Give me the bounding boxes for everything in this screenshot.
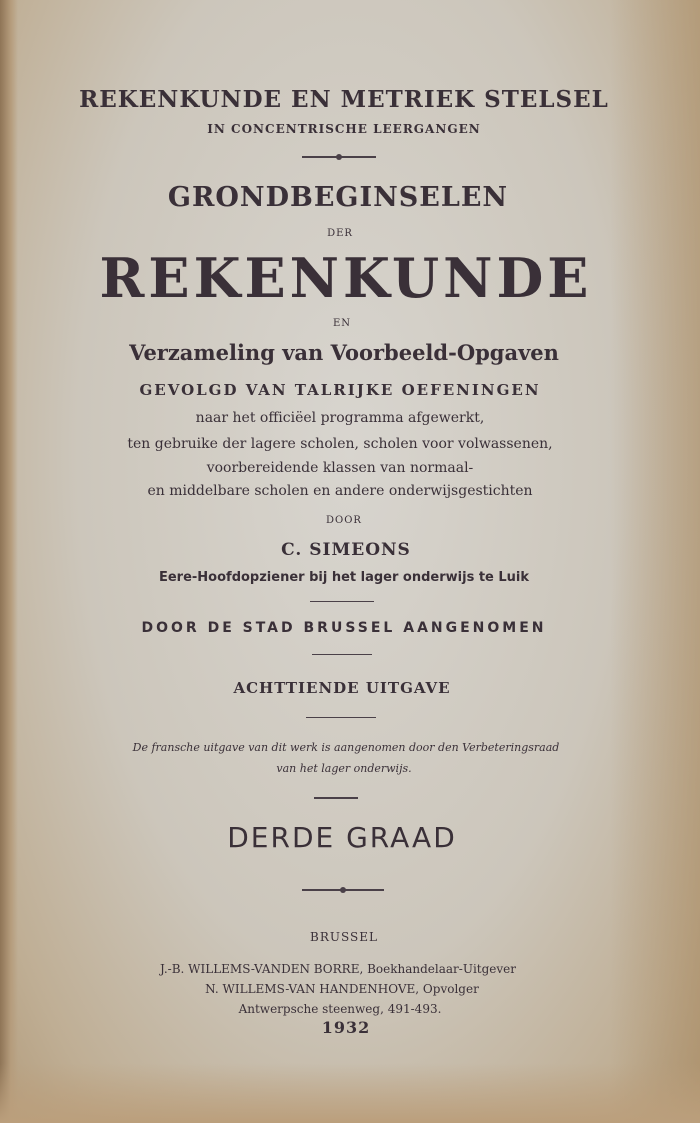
title-line2: Verzameling van Voorbeeld-Opgaven: [129, 340, 559, 365]
title-line3: GEVOLGD VAN TALRIJKE OEFENINGEN: [139, 381, 541, 399]
edition-note-line-1: De fransche uitgave van dit werk is aangenomen door den Verbeteringsraad: [132, 741, 560, 754]
author-door: DOOR: [326, 515, 362, 526]
author-name: C. SIMEONS: [281, 540, 411, 560]
title-der: DER: [327, 228, 353, 239]
approval-text: DOOR DE STAD BRUSSEL AANGENOMEN: [141, 620, 547, 636]
title-en: EN: [332, 318, 352, 329]
main-title: REKENKUNDE: [99, 246, 593, 310]
divider-rule-1: [310, 601, 374, 602]
publisher-line-2: N. WILLEMS-VAN HANDENHOVE, Opvolger: [205, 982, 479, 996]
description-line-2: ten gebruike der lagere scholen, scholen voor volwassenen,: [127, 436, 553, 452]
grade-title: DERDE GRAAD: [227, 821, 457, 854]
publisher-line-1: J.-B. WILLEMS-VANDEN BORRE, Boekhandelaar-Uitgever: [159, 962, 517, 976]
title-line1: GRONDBEGINSELEN: [167, 182, 509, 213]
series-subtitle: IN CONCENTRISCHE LEERGANGEN: [207, 122, 481, 136]
ornament-dot: [336, 154, 342, 160]
cover-bottom-edge: [0, 1063, 700, 1123]
description-line-4: en middelbare scholen en andere onderwijsgestichten: [147, 483, 533, 499]
publication-year: 1932: [321, 1018, 371, 1037]
edition-text: ACHTTIENDE UITGAVE: [233, 679, 451, 697]
description-line-3: voorbereidende klassen van normaal-: [206, 460, 474, 476]
publisher-line-3: Antwerpsche steenweg, 491-493.: [238, 1002, 442, 1016]
series-title: REKENKUNDE EN METRIEK STELSEL: [79, 86, 609, 113]
paper-stain: [610, 0, 700, 1123]
description-line-1: naar het officiëel programma afgewerkt,: [195, 410, 485, 426]
publisher-city: BRUSSEL: [310, 930, 378, 944]
ornament-dot-2: [340, 887, 346, 893]
cover-left-edge: [0, 0, 18, 1123]
divider-rule-2: [312, 654, 372, 655]
ornament-divider-2: [314, 797, 358, 799]
author-role: Eere-Hoofdopziener bij het lager onderwijs te Luik: [158, 570, 530, 585]
divider-rule-3: [306, 717, 376, 718]
edition-note-line-2: van het lager onderwijs.: [276, 762, 412, 775]
